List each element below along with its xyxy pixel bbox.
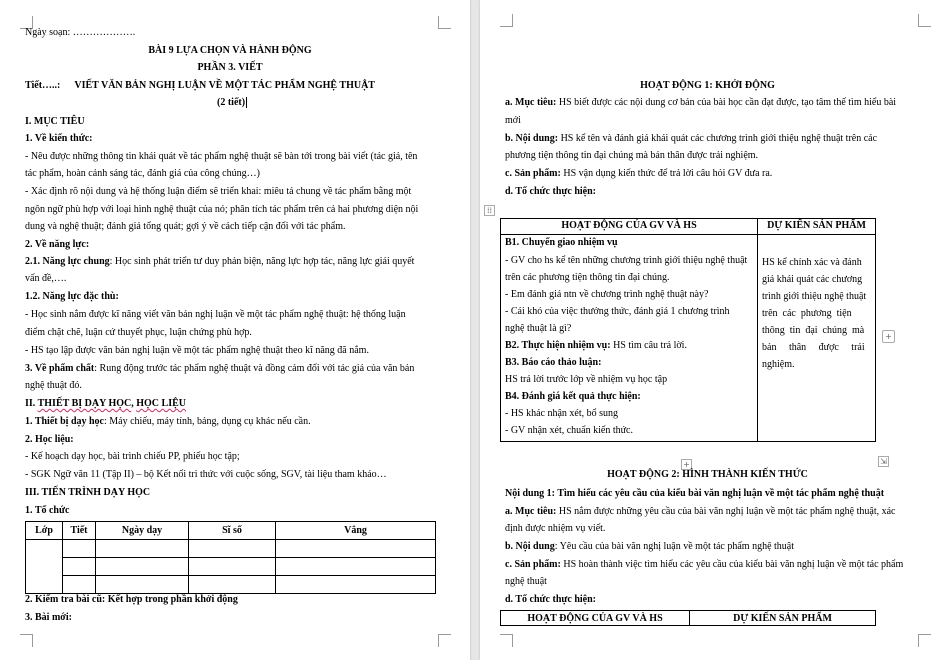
content-line — [505, 133, 877, 145]
part-title: PHẦN 3. VIẾT — [197, 62, 263, 73]
table-cell[interactable] — [63, 558, 96, 576]
quality-text: : Rung động trước tác phẩm nghệ thuật và đồng cảm đối với tác giả của văn bản — [94, 363, 415, 374]
general-competence-line — [25, 256, 414, 268]
document-page-right[interactable] — [480, 0, 950, 660]
objective-text: mới — [505, 115, 521, 126]
spellcheck-underlined-text[interactable]: THIẾT BỊ DẠY HỌC — [37, 398, 132, 409]
product-line — [505, 168, 772, 180]
step-line: - Em đánh giá ntn về chương trình nghệ thuật này? — [505, 289, 709, 300]
organization-label: d. Tổ chức thực hiện: — [505, 594, 596, 605]
text-cursor — [246, 97, 247, 108]
equipment-line — [25, 416, 311, 428]
margin-corner-mark — [438, 16, 451, 29]
table-cell[interactable] — [276, 576, 436, 594]
step-line: - GV cho hs kể tên những chương trình giới thiệu nghệ thuật — [505, 255, 748, 266]
materials-line: - SGK Ngữ văn 11 (Tập II) – bộ Kết nối tri thức với cuộc sống, SGV, tài liệu tham khảo… — [25, 469, 387, 480]
quality-line — [25, 363, 414, 375]
quality-text: nghệ thuật đó. — [25, 380, 82, 391]
objective-text: HS nắm được những yêu cầu của bài văn nghị luận về một tác phẩm nghệ thuật, xác — [556, 506, 896, 517]
general-competence-label: 2.1. Năng lực chung — [25, 256, 110, 267]
step-heading: B1. Chuyển giao nhiệm vụ — [505, 237, 618, 248]
content-1-heading: Nội dung 1: Tìm hiểu các yêu cầu của kiểu bài văn nghị luận về một tác phẩm nghệ thuật — [505, 488, 885, 499]
specific-competence-heading: 1.2. Năng lực đặc thù: — [25, 291, 119, 302]
step-label: B2. Thực hiện nhiệm vụ: — [505, 340, 611, 351]
check-line — [25, 594, 238, 606]
knowledge-line: ngôn ngữ phù hợp với loại hình nghệ thuật của nó; phân tích tác phẩm trên cả hai phương diện nội — [25, 204, 419, 215]
step-heading: B3. Báo cáo thảo luận: — [505, 357, 602, 368]
product-line: trên các phương tiện — [762, 308, 852, 319]
table-header-cell: Ngày dạy — [96, 522, 189, 540]
check-text: 2. Kiểm tra bài cũ: Kết hợp trong phần khởi động — [25, 594, 238, 605]
table-cell[interactable] — [276, 540, 436, 558]
knowledge-heading: 1. Về kiến thức: — [25, 133, 93, 144]
duration — [217, 97, 247, 109]
activity-cell[interactable] — [501, 235, 758, 442]
objective-line — [505, 97, 896, 109]
organization-heading: 1. Tổ chức — [25, 505, 70, 516]
table-header-cell: DỰ KIẾN SẢN PHẨM — [758, 219, 876, 235]
product-line: thông tin đại chúng mà — [762, 325, 865, 336]
table-cell[interactable] — [96, 540, 189, 558]
margin-corner-mark — [918, 14, 931, 27]
period-title: VIẾT VĂN BẢN NGHỊ LUẬN VỀ MỘT TÁC PHẨM NGHỆ THUẬT — [74, 80, 375, 91]
step-line: HS trả lời trước lớp về nhiệm vụ học tập — [505, 374, 668, 385]
equipment-text: : Máy chiếu, máy tính, bảng, dụng cụ khác nếu cần. — [104, 416, 311, 427]
step-line: - Cái khó của việc thưởng thức, đánh giá 1 chương trình — [505, 306, 730, 317]
margin-corner-mark — [500, 634, 513, 647]
step-line: - GV nhận xét, chuẩn kiến thức. — [505, 425, 633, 436]
product-text: HS vận dụng kiến thức để trả lời câu hỏi GV đưa ra. — [560, 168, 773, 179]
objective-text: HS biết được các nội dung cơ bản của bài học cần đạt được, tạo tâm thế tìm hiểu bài — [556, 97, 897, 108]
table-cell[interactable] — [276, 558, 436, 576]
table-header-row — [501, 219, 876, 235]
general-competence-text: : Học sinh phát triển tư duy phản biện, năng lực hợp tác, năng lực giải quyết — [109, 256, 415, 267]
product-line: giá khái quát các chương — [762, 274, 863, 285]
step-heading: B4. Đánh giá kết quả thực hiện: — [505, 391, 641, 402]
margin-corner-mark — [918, 634, 931, 647]
activity-2-title: HOẠT ĐỘNG 2: HÌNH THÀNH KIẾN THỨC — [607, 469, 808, 480]
product-text: nghệ thuật — [505, 576, 547, 587]
knowledge-line: - Nêu được những thông tin khái quát về tác phẩm nghệ thuật sẽ bàn tới trong bài viết (tác giả, tên — [25, 151, 418, 162]
table-header-cell: Tiết — [63, 522, 96, 540]
knowledge-line: - Xác định rõ nội dung và hệ thống luận điểm sẽ triển khai: miêu tả chung về tác phẩm bằng một — [25, 186, 412, 197]
table-cell[interactable] — [189, 540, 276, 558]
materials-heading: 2. Học liệu: — [25, 434, 74, 445]
step-line: nghệ thuật là gì? — [505, 323, 572, 334]
knowledge-line: tác phẩm, hoàn cảnh sáng tác, đánh giá của công chúng…) — [25, 168, 260, 179]
specific-competence-line: điểm chặt chẽ, luận cứ thuyết phục, luận chứng phù hợp. — [25, 327, 252, 338]
product-cell[interactable] — [758, 235, 876, 442]
content-label: b. Nội dung — [505, 541, 555, 552]
lesson-title: BÀI 9 LỰA CHỌN VÀ HÀNH ĐỘNG — [148, 45, 312, 56]
margin-corner-mark — [500, 14, 513, 27]
section-process: III. TIẾN TRÌNH DẠY HỌC — [25, 487, 151, 498]
objective-label: a. Mục tiêu: — [505, 97, 557, 108]
table-header-cell: Vắng — [276, 522, 436, 540]
product-label: c. Sản phẩm: — [505, 559, 561, 570]
product-line: nghiệm. — [762, 359, 795, 370]
product-label: c. Sản phẩm: — [505, 168, 561, 179]
table-header-cell: Lớp — [26, 522, 63, 540]
quality-label: 3. Về phẩm chất — [25, 363, 95, 374]
objective-label: a. Mục tiêu: — [505, 506, 557, 517]
table-cell[interactable] — [96, 558, 189, 576]
add-column-icon[interactable]: + — [882, 330, 895, 343]
step-heading — [505, 337, 753, 354]
table-row[interactable] — [26, 576, 436, 594]
table-cell[interactable] — [189, 558, 276, 576]
date-line: Ngày soạn: ………………. — [25, 27, 136, 38]
knowledge-line: dung và nghệ thuật; đánh giá tổng quát; gợi ý về cách tiếp cận đối với tác phẩm. — [25, 221, 346, 232]
table-header-row — [501, 611, 876, 626]
content-text: phương tiện thông tin đại chúng mà bản thân được trải nghiệm. — [505, 150, 759, 161]
product-text: HS hoàn thành việc tìm hiểu các yêu cầu của kiểu bài văn nghị luận về một tác phẩm — [560, 559, 904, 570]
organization-label: d. Tổ chức thực hiện: — [505, 186, 596, 197]
content-text: HS kể tên và đánh giá khái quát các chương trình giới thiệu nghệ thuật trên các — [558, 133, 878, 144]
table-cell[interactable] — [96, 576, 189, 594]
table-cell[interactable] — [63, 540, 96, 558]
separator: , — [131, 398, 137, 409]
activity-table-2[interactable] — [500, 610, 876, 626]
materials-line: - Kế hoạch dạy học, bài trình chiếu PP, phiếu học tập; — [25, 451, 240, 462]
product-line: trình giới thiệu nghệ thuật — [762, 291, 867, 302]
content-text: : Yêu cầu của bài văn nghị luận về một tác phẩm nghệ thuật — [554, 541, 795, 552]
margin-corner-mark — [20, 634, 33, 647]
objective-line — [505, 506, 895, 518]
step-line: - HS khác nhận xét, bổ sung — [505, 408, 619, 419]
objective-text: định được nhiệm vụ viết. — [505, 523, 606, 534]
general-competence-text: vấn đề,…. — [25, 273, 67, 284]
competence-heading: 2. Về năng lực: — [25, 239, 90, 250]
activity-table[interactable] — [500, 218, 876, 442]
table-row[interactable] — [26, 558, 436, 576]
product-line — [505, 559, 903, 571]
margin-corner-mark — [438, 634, 451, 647]
section-objectives: I. MỤC TIÊU — [25, 116, 85, 127]
table-header-cell: HOẠT ĐỘNG CỦA GV VÀ HS — [501, 219, 758, 235]
product-line: HS kể chính xác và đánh — [762, 257, 862, 268]
document-page-left[interactable] — [0, 0, 470, 660]
table-header-row — [26, 522, 436, 540]
new-lesson-heading: 3. Bài mới: — [25, 612, 72, 623]
table-header-cell: DỰ KIẾN SẢN PHẨM — [690, 611, 876, 626]
step-text: HS tìm câu trả lời. — [610, 340, 687, 351]
spellcheck-underlined-text[interactable]: HỌC LIỆU — [136, 398, 186, 409]
table-cell[interactable] — [189, 576, 276, 594]
content-line — [505, 541, 794, 553]
table-header-cell: Sĩ số — [189, 522, 276, 540]
add-row-icon[interactable]: + — [681, 459, 692, 470]
table-cell[interactable] — [26, 540, 63, 594]
activity-1-title: HOẠT ĐỘNG 1: KHỞI ĐỘNG — [640, 80, 775, 91]
section-number: II. — [25, 398, 38, 409]
table-row[interactable] — [26, 540, 436, 558]
duration-text: (2 tiết) — [217, 97, 246, 108]
period-prefix: Tiết…..: — [25, 80, 61, 91]
content-label: b. Nội dung: — [505, 133, 559, 144]
section-equipment — [25, 398, 186, 410]
period-line — [25, 80, 375, 92]
table-row[interactable] — [501, 235, 876, 442]
step-line: trên các phương tiện thông tin đại chúng. — [505, 272, 670, 283]
class-attendance-table[interactable] — [25, 521, 436, 594]
resize-handle-icon[interactable]: ⇲ — [878, 456, 889, 467]
specific-competence-line: - HS tạo lập được văn bản nghị luận về một tác phẩm nghệ thuật theo kĩ năng đã nắm. — [25, 345, 369, 356]
table-header-cell: HOẠT ĐỘNG CỦA GV VÀ HS — [501, 611, 690, 626]
equipment-label: 1. Thiết bị dạy học — [25, 416, 104, 427]
product-line: bản thân được trải — [762, 342, 865, 353]
move-handle-icon[interactable]: ⁞⁞ — [484, 205, 495, 216]
specific-competence-line: - Học sinh nắm được kĩ năng viết văn bản nghị luận về một tác phẩm nghệ thuật: hệ thống luận — [25, 309, 406, 320]
table-cell[interactable] — [63, 576, 96, 594]
